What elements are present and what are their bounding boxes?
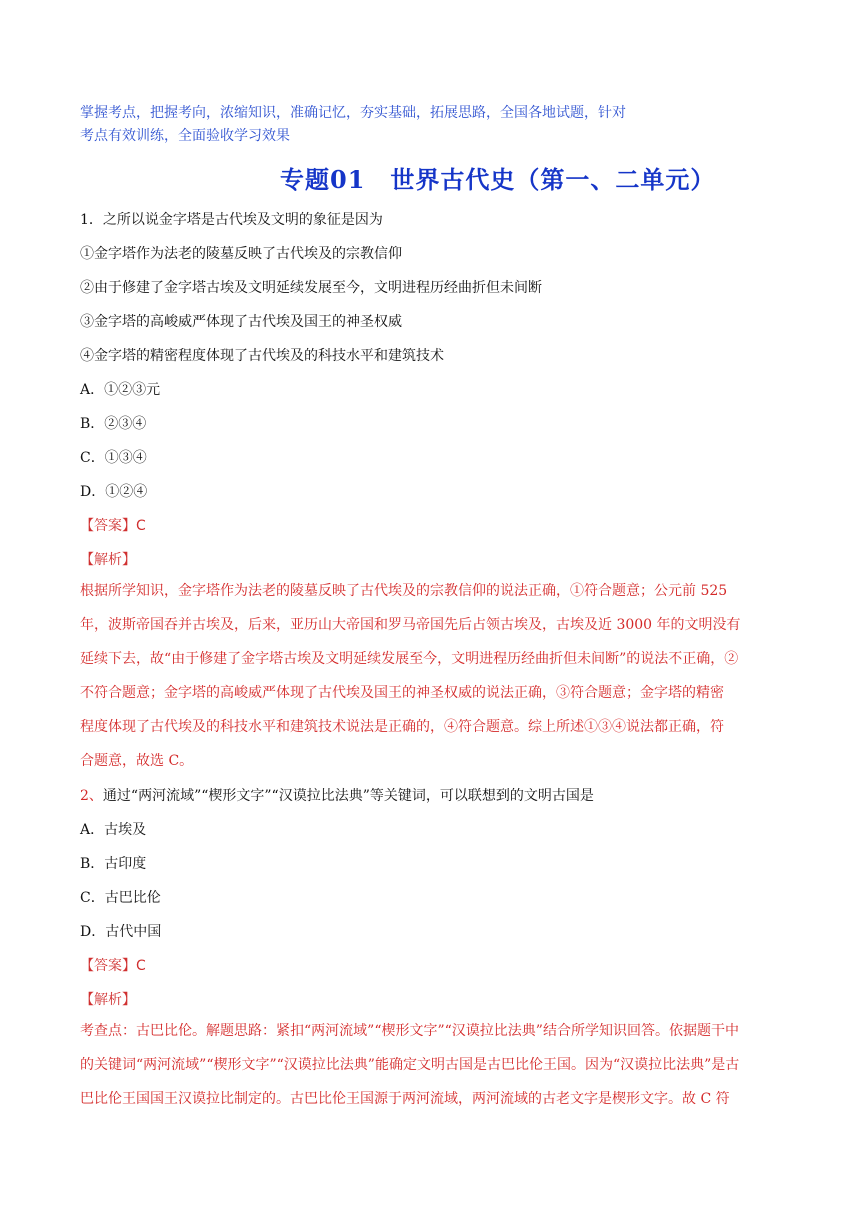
q1-option-d: D．①②④ [80,484,148,500]
intro-line-2: 考点有效训练，全面验收学习效果 [80,128,290,144]
q2-analysis-label: 【解析】 [80,992,136,1008]
page-title: 专题01 世界古代史（第一、二单元） [280,165,716,194]
q1-analysis-line-2: 年，波斯帝国吞并古埃及，后来，亚历山大帝国和罗马帝国先后占领古埃及，古埃及近 3000 年的文明没有 [80,617,741,633]
q1-answer: 【答案】C [80,518,146,534]
q1-statement-2: ②由于修建了金字塔古埃及文明延续发展至今，文明进程历经曲折但未间断 [80,280,542,296]
q2-analysis [80,1014,780,1116]
q1-statement-1: ①金字塔作为法老的陵墓反映了古代埃及的宗教信仰 [80,246,402,262]
q1-option-b: B．②③④ [80,416,147,432]
q1-analysis-line-1: 根据所学知识，金字塔作为法老的陵墓反映了古代埃及的宗教信仰的说法正确，①符合题意；公元前 525 [80,583,728,599]
q1-analysis-line-3: 延续下去，故“由于修建了金字塔古埃及文明延续发展至今，文明进程历经曲折但未间断”的说法不正确，② [80,651,739,667]
q2-answer: 【答案】C [80,958,146,974]
q1-statement-3: ③金字塔的高峻威严体现了古代埃及国王的神圣权威 [80,314,402,330]
q2-stem: 通过“两河流域”“楔形文字”“汉谟拉比法典”等关键词，可以联想到的文明古国是 [102,788,594,804]
q1-stem: 1．之所以说金字塔是古代埃及文明的象征是因为 [80,212,383,228]
q2-number: 2、 [80,788,103,804]
q1-option-c: C．①③④ [80,450,147,466]
q1-option-a: A．①②③元 [80,382,161,398]
q1-statement-4: ④金字塔的精密程度体现了古代埃及的科技水平和建筑技术 [80,348,444,364]
intro-text [80,102,700,148]
q2-analysis-line-1: 考查点：古巴比伦。解题思路：紧扣“两河流域”“楔形文字”“汉谟拉比法典”结合所学知识回答。依据题干中 [80,1023,739,1039]
q2-stem-line [80,785,594,805]
q2-analysis-line-2: 的关键词“两河流域”“楔形文字”“汉谟拉比法典”能确定文明古国是古巴比伦王国。因为“汉谟拉比法典”是古 [80,1057,740,1073]
q1-analysis-label: 【解析】 [80,552,136,568]
intro-line-1: 掌握考点，把握考向，浓缩知识，准确记忆，夯实基础，拓展思路，全国各地试题，针对 [80,105,626,121]
q2-option-b: B．古印度 [80,856,147,872]
q1-analysis-line-4: 不符合题意；金字塔的高峻威严体现了古代埃及国王的神圣权威的说法正确，③符合题意；金字塔的精密 [80,685,724,701]
q1-analysis-line-6: 合题意，故选 C。 [80,753,194,769]
q1-analysis [80,574,780,778]
q2-option-a: A．古埃及 [80,822,147,838]
q1-analysis-line-5: 程度体现了古代埃及的科技水平和建筑技术说法是正确的，④符合题意。综上所述①③④说法都正确，符 [80,719,724,735]
q2-option-c: C．古巴比伦 [80,890,161,906]
q2-option-d: D．古代中国 [80,924,162,940]
q2-analysis-line-3: 巴比伦王国国王汉谟拉比制定的。古巴比伦王国源于两河流域，两河流域的古老文字是楔形文字。故 C 符 [80,1091,730,1107]
